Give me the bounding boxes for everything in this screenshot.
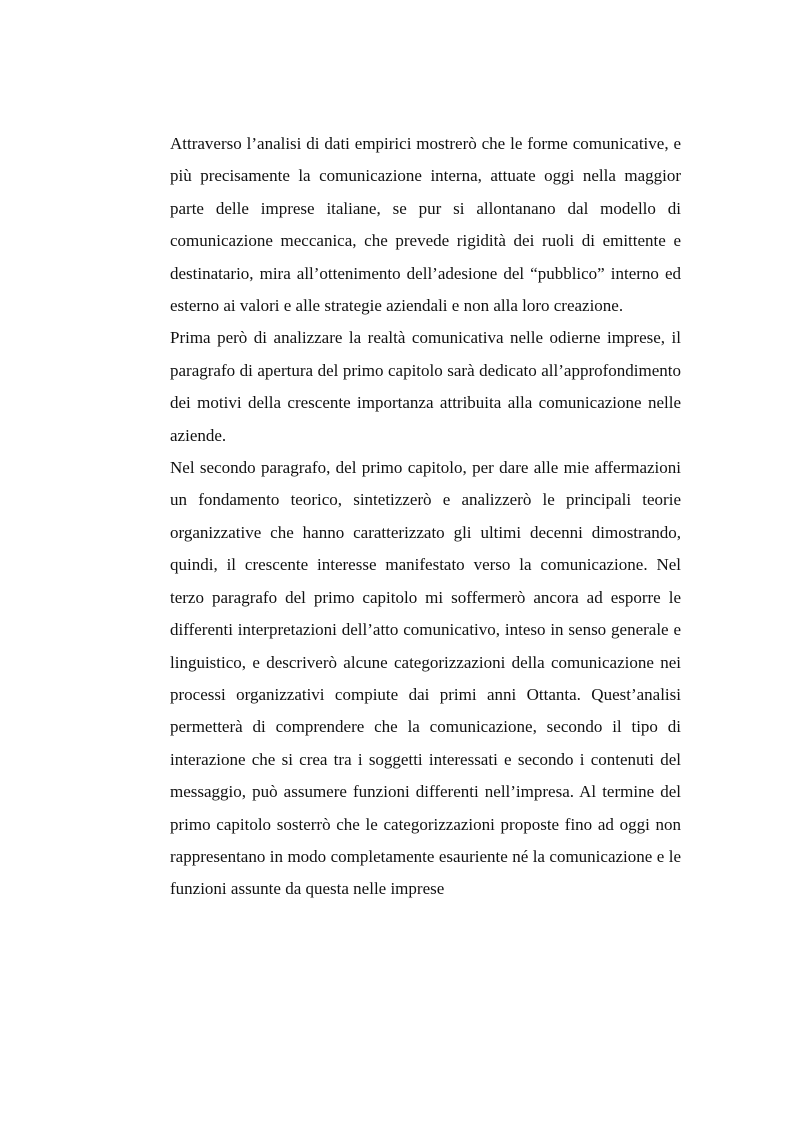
paragraph-1: Attraverso l’analisi di dati empirici mostrerò che le forme comunicative, e più precisamente la comunicazione interna, attuate oggi nella maggior parte delle imprese italiane, se pur si allontanano dal modello di comunicazione meccanica, che prevede rigidità dei ruoli di emittente e destinatario, mira all’ottenimento dell’adesione del “pubblico” interno ed esterno ai valori e alle strategie aziendali e non alla loro creazione. xyxy=(170,134,681,316)
body-text xyxy=(170,128,681,906)
paragraph-3: Nel secondo paragrafo, del primo capitolo, per dare alle mie affermazioni un fondamento teorico, sintetizzerò e analizzerò le principali teorie organizzative che hanno caratterizzato gli ultimi decenni dimostrando, quindi, il crescente interesse manifestato verso la comunicazione. Nel terzo paragrafo del primo capitolo mi soffermerò ancora ad esporre le differenti interpretazioni dell’atto comunicativo, inteso in senso generale e linguistico, e descriverò alcune categorizzazioni della comunicazione nei processi organizzativi compiute dai primi anni Ottanta. Quest’analisi permetterà di comprendere che la comunicazione, secondo il tipo di interazione che si crea tra i soggetti interessati e secondo i contenuti del messaggio, può assumere funzioni differenti nell’impresa. Al termine del primo capitolo sosterrò che le categorizzazioni proposte fino ad oggi non rappresentano in modo completamente esauriente né la comunicazione e le funzioni assunte da questa nelle imprese xyxy=(170,458,681,899)
paragraph-2: Prima però di analizzare la realtà comunicativa nelle odierne imprese, il paragrafo di apertura del primo capitolo sarà dedicato all’approfondimento dei motivi della crescente importanza attribuita alla comunicazione nelle aziende. xyxy=(170,328,681,445)
